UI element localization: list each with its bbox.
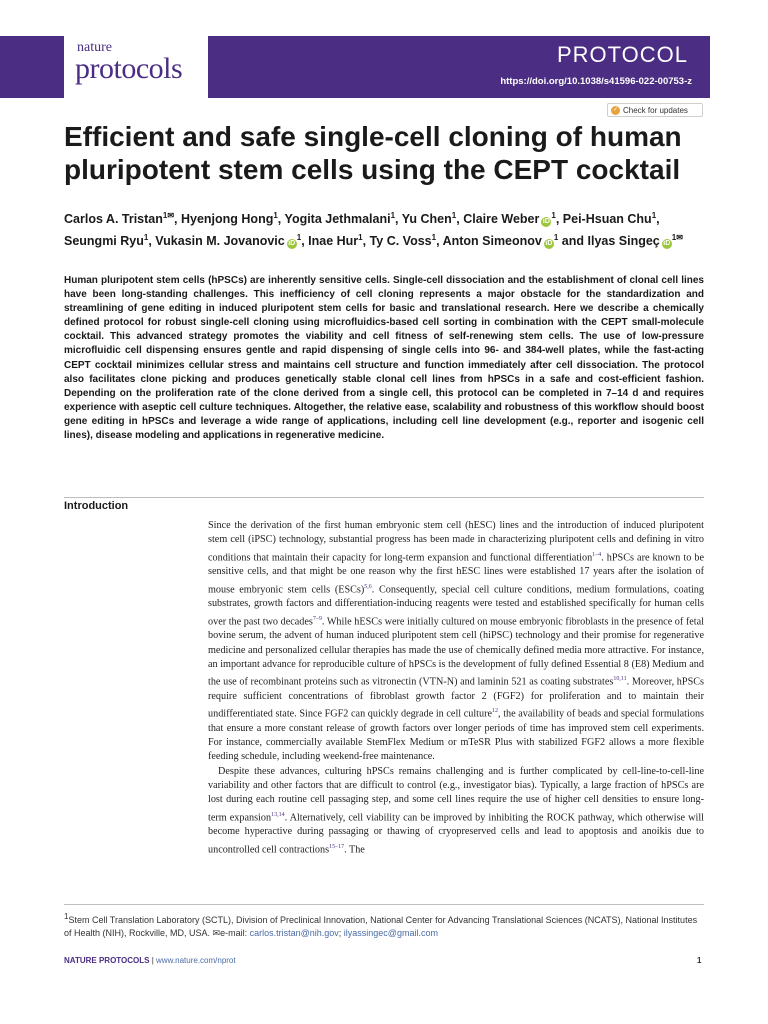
doi-link[interactable]: https://doi.org/10.1038/s41596-022-00753-z xyxy=(500,76,692,87)
orcid-icon[interactable]: iD xyxy=(542,218,550,226)
author-name-text: Carlos A. Tristan xyxy=(64,212,163,227)
author-separator: , xyxy=(301,233,309,248)
author-name[interactable] xyxy=(155,234,301,248)
author-name-text: Vukasin M. Jovanovic xyxy=(155,233,285,248)
citation-reference[interactable]: 1–4 xyxy=(592,551,602,558)
text-run: Despite these advances, culturing hPSCs remains challenging and is further complicated by cell-line-to-cell-line variability and other factors that are difficult to control (e.g., investigator bias). Typically, a large fraction of hPSCs are lost during each routine cell passaging step, and some cell lines require the use of higher cell densities to ensure long-term expansion xyxy=(208,765,704,823)
journal-logo[interactable] xyxy=(62,36,208,98)
affiliation-marker: 1 xyxy=(390,211,396,220)
check-updates-icon: ✓ xyxy=(612,106,619,113)
author-name[interactable] xyxy=(181,212,278,226)
citation-reference[interactable]: 5,6 xyxy=(364,583,372,590)
paragraph-2 xyxy=(208,765,704,858)
section-heading-introduction: Introduction xyxy=(64,500,129,512)
text-run: . Moreover, hPSCs require sufficient concentrations of fibroblast growth factor 2 (FGF2) for proliferation and to maintain their undifferentiated state. Since FGF2 can quickly degrade in cell culture xyxy=(208,676,704,720)
citation-reference[interactable]: 13,14 xyxy=(271,811,285,818)
author-name-text: Inae Hur xyxy=(308,233,359,248)
text-run: , the availability of beads and special formulations that ensure a more constant release of growth factors over longer periods of time has improved stem cell experiments. For instance, commercially available StemFlex Medium or mTeSR Plus with stabilized FGF2 allows a more flexible feeding schedule, including weekend-free maintenance. xyxy=(208,708,704,763)
author-separator: , xyxy=(362,233,370,248)
article-type-label: PROTOCOL xyxy=(556,42,688,67)
affiliation-marker: 1 xyxy=(143,232,149,242)
section-divider xyxy=(64,497,704,498)
affiliation-marker: 1 xyxy=(551,211,556,220)
author-name[interactable] xyxy=(463,212,556,226)
affiliation-marker: 1 xyxy=(358,232,363,242)
author-name-text: Seungmi Ryu xyxy=(64,233,144,248)
text-run: . hPSCs are known to be sensitive cells, and that might be one reason why the first hESC lines were established 17 years after the isolation of mouse embryonic stem cells (ESCs) xyxy=(208,551,704,595)
footnote-divider xyxy=(64,904,704,905)
author-separator: , xyxy=(456,212,464,227)
check-for-updates-button[interactable] xyxy=(607,103,703,117)
author-name-text: Claire Weber xyxy=(463,212,540,227)
author-separator: and xyxy=(558,233,588,248)
text-run: Since the derivation of the first human embryonic stem cell (hESC) lines and the introduction of induced pluripotent stem cell (iPSC) technology, substantial progress has been made in characterizing pluripotent cells and defining in vitro conditions that maintain their capacity for long-term expansion and functional differentiation xyxy=(208,520,704,563)
author-name[interactable] xyxy=(402,212,456,226)
citation-reference[interactable]: 15–17 xyxy=(329,843,345,850)
footnote-text: Stem Cell Translation Laboratory (SCTL), Division of Preclinical Innovation, National Center for Advancing Translational Sciences (NCATS), National Institutes of Health (NIH), Rockville, MD, USA. ✉e-mail: xyxy=(64,915,698,938)
author-separator: , xyxy=(555,212,563,227)
author-name-text: Ty C. Voss xyxy=(369,233,432,248)
affiliation-marker: 1 xyxy=(296,232,302,242)
author-name-text: Yogita Jethmalani xyxy=(284,212,391,227)
paragraph-1 xyxy=(208,519,704,765)
text-run: . Consequently, special cell culture conditions, medium formulations, coating substrates, growth factors and differentiation-inducing reagents were tested and established specifically for human cells over the past two decades xyxy=(208,583,704,627)
author-separator: , xyxy=(277,212,285,227)
author-name[interactable] xyxy=(308,234,362,248)
author-name-text: Hyenjong Hong xyxy=(180,212,274,227)
footer-divider: | xyxy=(149,956,157,965)
author-separator: , xyxy=(174,212,181,227)
citation-reference[interactable]: 10,11 xyxy=(613,676,627,683)
author-name-text: Yu Chen xyxy=(401,212,452,227)
footer-website-link[interactable]: www.nature.com/nprot xyxy=(156,956,236,965)
logo-nature-text: nature xyxy=(77,40,112,55)
author-name[interactable] xyxy=(588,234,683,248)
author-separator: , xyxy=(395,212,402,227)
page-footer xyxy=(64,956,704,965)
orcid-icon[interactable]: iD xyxy=(288,239,296,247)
citation-reference[interactable]: 7–9 xyxy=(312,615,322,622)
orcid-icon[interactable]: iD xyxy=(545,239,553,247)
author-name-text: Ilyas Singeç xyxy=(587,233,660,248)
check-updates-label: Check for updates xyxy=(623,105,688,115)
logo-protocols-text: protocols xyxy=(75,52,183,85)
author-separator: , xyxy=(436,233,443,248)
page-number: 1 xyxy=(697,956,702,965)
author-name[interactable] xyxy=(370,234,437,248)
affiliation-marker: 1 xyxy=(651,211,657,220)
orcid-icon[interactable]: iD xyxy=(663,239,671,247)
author-name-text: Pei-Hsuan Chu xyxy=(562,212,652,227)
abstract: Human pluripotent stem cells (hPSCs) are inherently sensitive cells. Single-cell dissociation and the establishment of clonal cell lines have been long-standing challenges. This inefficiency of cell cloning represents a major obstacle for the standardization and streamlining of gene editing in induced pluripotent stem cells for basic and translational research. Here we describe a chemically defined protocol for robust single-cell cloning using microfluidics-based cell sorting in combination with the CEPT small-molecule cocktail. This advanced strategy promotes the viability and cell fitness of self-renewing stem cells. The use of low-pressure microfluidic cell dispensing ensures gentle and rapid dispensing of single cells into 96- and 384-well plates, while the fast-acting CEPT cocktail minimizes cellular stress and maintains cell structure and function immediately after cell dissociation. The protocol also facilitates clone picking and produces genetically stable clonal cell lines from hPSCs in a safe and cost-efficient fashion. Depending on the proliferation rate of the clone derived from a single cell, this protocol can be completed in 7–14 d and requires experience with aseptic cell culture techniques. Altogether, the relative ease, scalability and robustness of this workflow should boost gene editing in hPSCs and leverage a wide range of applications, including cell line development (e.g., reporter and isogenic cell lines), disease modeling and applications in regenerative medicine. xyxy=(64,275,704,442)
author-separator: , xyxy=(148,233,156,248)
footnote-marker: 1 xyxy=(64,912,69,921)
citation-reference[interactable]: 12 xyxy=(492,708,499,715)
body-text xyxy=(208,519,704,857)
affiliation-marker: 1✉ xyxy=(671,232,683,242)
affiliation-marker: 1✉ xyxy=(162,211,175,220)
author-name[interactable] xyxy=(443,234,559,248)
article-title: Efficient and safe single-cell cloning of human pluripotent stem cells using the CEPT cocktail xyxy=(64,121,682,185)
author-name[interactable] xyxy=(64,212,174,226)
author-separator: , xyxy=(656,212,660,227)
author-name-text: Anton Simeonov xyxy=(442,233,542,248)
affiliation-marker: 1 xyxy=(273,211,278,220)
email-separator: ; xyxy=(338,928,344,938)
text-run: . While hESCs were initially cultured on mouse embryonic fibroblasts in the presence of fetal bovine serum, the advent of human induced pluripotent stem cell (hiPSC) technology and their promise for regenerative medicine and personalized cellular therapies has made the use of chemically defined media more attractive. For instance, an important advance for reproducible culture of hPSCs is the development of fully defined Essential 8 (E8) Medium and the use of recombinant proteins such as vitronectin (VTN-N) and laminin 521 as coating substrates xyxy=(208,615,704,688)
affiliation-footnote xyxy=(64,910,704,940)
author-name[interactable] xyxy=(285,212,396,226)
email-link-singec[interactable]: ilyassingec@gmail.com xyxy=(343,928,438,938)
affiliation-marker: 1 xyxy=(553,232,559,242)
text-run: . The xyxy=(344,843,365,855)
footer-journal-name: NATURE PROTOCOLS xyxy=(64,956,150,965)
author-name[interactable] xyxy=(64,234,148,248)
text-run: . Alternatively, cell viability can be improved by inhibiting the ROCK pathway, which otherwise will become hyperactive during passaging or thawing of cryopreserved cells and lead to apoptosis and anoikis due to uncontrolled cell contractions xyxy=(208,811,704,855)
email-link-tristan[interactable]: carlos.tristan@nih.gov xyxy=(249,928,339,938)
affiliation-marker: 1 xyxy=(451,211,457,220)
author-name[interactable] xyxy=(563,212,656,226)
affiliation-marker: 1 xyxy=(431,232,437,242)
author-list xyxy=(64,207,704,250)
